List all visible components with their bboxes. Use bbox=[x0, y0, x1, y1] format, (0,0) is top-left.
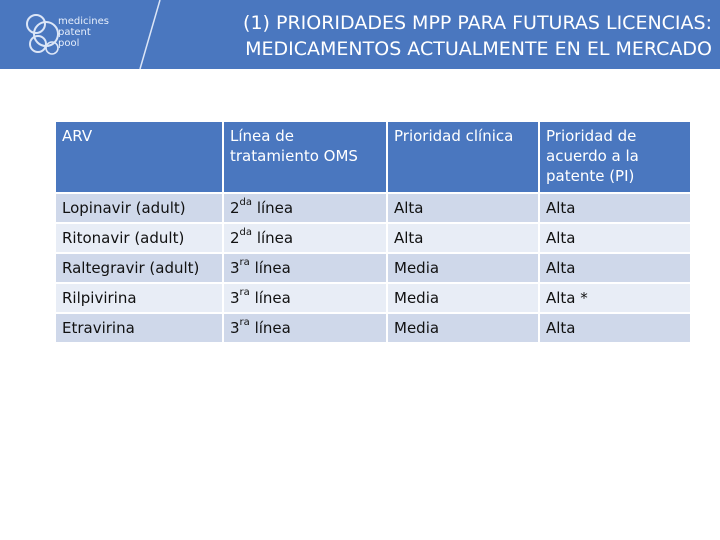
cell-clinical: Media bbox=[387, 283, 539, 313]
logo-wordmark bbox=[58, 16, 109, 49]
title-line-1: (1) PRIORIDADES MPP PARA FUTURAS LICENCIAS: bbox=[243, 12, 712, 34]
table-row bbox=[55, 313, 691, 343]
cell-clinical: Media bbox=[387, 313, 539, 343]
page-title bbox=[152, 10, 712, 62]
cell-arv: Lopinavir (adult) bbox=[55, 193, 223, 223]
header-cell-patent-priority: Prioridad de acuerdo a la patente (PI) bbox=[539, 121, 691, 193]
title-line-2: MEDICAMENTOS ACTUALMENTE EN EL MERCADO bbox=[245, 38, 712, 60]
cell-arv: Rilpivirina bbox=[55, 283, 223, 313]
cell-clinical: Media bbox=[387, 253, 539, 283]
logo-word: medicines bbox=[58, 16, 109, 27]
cell-line: $3^{ra}$ línea bbox=[223, 283, 387, 313]
table-row bbox=[55, 253, 691, 283]
logo-word: pool bbox=[58, 38, 80, 49]
priorities-table bbox=[54, 120, 692, 344]
header-cell-clinical-priority: Prioridad clínica bbox=[387, 121, 539, 193]
table-row bbox=[55, 223, 691, 253]
cell-clinical: Alta bbox=[387, 193, 539, 223]
cell-line: $3^{ra}$ línea bbox=[223, 253, 387, 283]
cell-patent: Alta bbox=[539, 223, 691, 253]
cell-arv: Etravirina bbox=[55, 313, 223, 343]
cell-patent: Alta bbox=[539, 193, 691, 223]
header-cell-treatment-line: Línea de tratamiento OMS bbox=[223, 121, 387, 193]
table-header-row bbox=[55, 121, 691, 193]
cell-line: $3^{ra}$ línea bbox=[223, 313, 387, 343]
cell-arv: Raltegravir (adult) bbox=[55, 253, 223, 283]
cell-patent: Alta * bbox=[539, 283, 691, 313]
table-row bbox=[55, 283, 691, 313]
cell-line: $2^{da}$ línea bbox=[223, 223, 387, 253]
cell-line: $2^{da}$ línea bbox=[223, 193, 387, 223]
table-row bbox=[55, 193, 691, 223]
logo-word: patent bbox=[58, 27, 91, 38]
cell-clinical: Alta bbox=[387, 223, 539, 253]
header-bar bbox=[0, 0, 720, 69]
cell-arv: Ritonavir (adult) bbox=[55, 223, 223, 253]
cell-patent: Alta bbox=[539, 313, 691, 343]
header-cell-arv: ARV bbox=[55, 121, 223, 193]
cell-patent: Alta bbox=[539, 253, 691, 283]
